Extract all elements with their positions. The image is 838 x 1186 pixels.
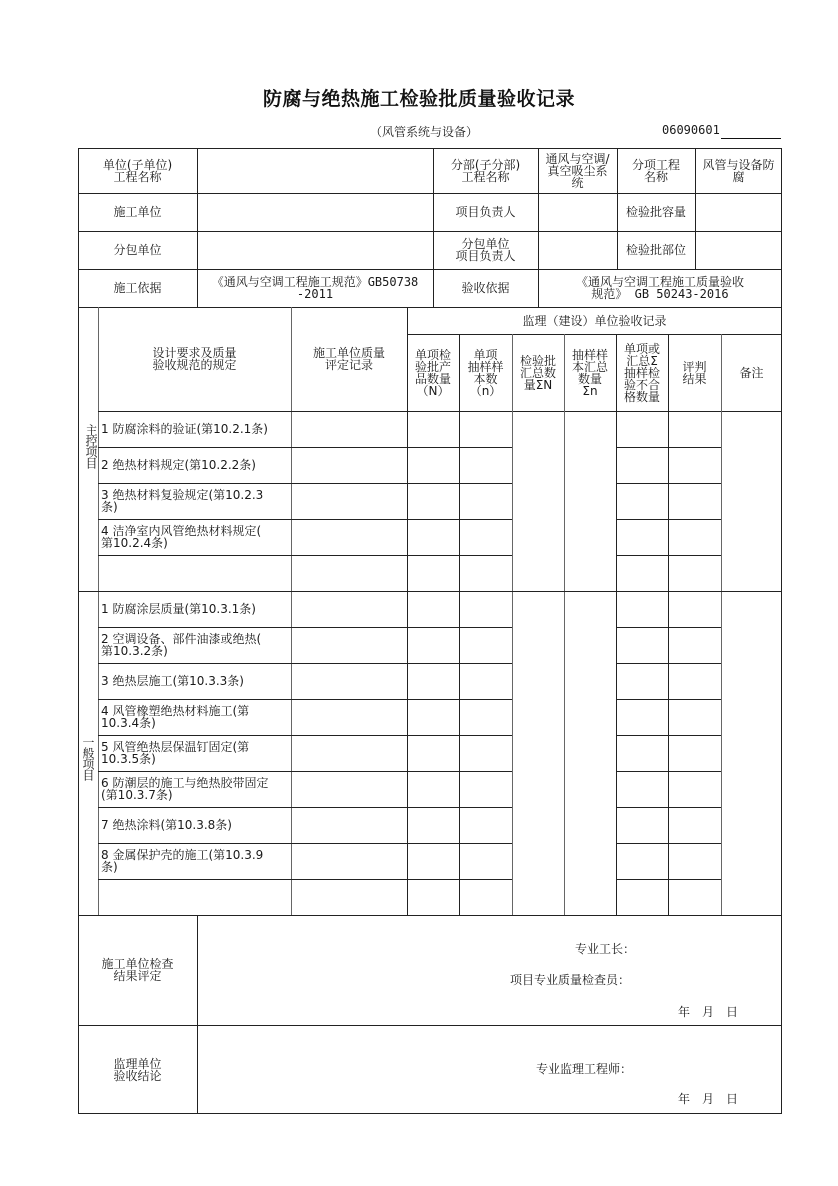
general-sample-qty-field[interactable] <box>459 699 512 735</box>
main_control-batch-qty-field[interactable] <box>407 447 459 483</box>
general-batch-qty-field[interactable] <box>407 627 459 663</box>
general-defect-qty-field[interactable] <box>616 879 668 915</box>
unit-project-label: 单位(子单位) 工程名称 <box>102 157 173 184</box>
main_control-sample-qty-field[interactable] <box>459 483 512 519</box>
general-judgement-field[interactable] <box>668 699 721 735</box>
general-item: 1 防腐涂层质量(第10.3.1条) <box>101 602 256 616</box>
main_control-batch-qty-field[interactable] <box>407 483 459 519</box>
subitem-label: 分项工程 名称 <box>631 157 680 184</box>
general-item: 3 绝热层施工(第10.3.3条) <box>101 674 244 688</box>
contractor-label: 施工单位 <box>113 205 162 219</box>
main_control-judgement-field[interactable] <box>668 519 721 555</box>
general-sample-qty-field[interactable] <box>459 843 512 879</box>
general-batch-qty-field[interactable] <box>407 735 459 771</box>
general-defect-qty-field[interactable] <box>616 807 668 843</box>
batch-capacity-field[interactable] <box>695 193 782 231</box>
supervision-conclusion-label: 监理单位 验收结论 <box>113 1056 162 1083</box>
general-total-sample-field[interactable] <box>564 591 616 915</box>
general-judgement-field[interactable] <box>668 663 721 699</box>
code-underline <box>721 138 781 139</box>
main_control-judgement-field[interactable] <box>668 483 721 519</box>
main_control-item: 1 防腐涂料的验证(第10.2.1条) <box>101 422 268 436</box>
supervision-engineer-label: 专业监理工程师： <box>536 1062 633 1076</box>
sample-qty-header: 单项 抽样样 本数 （n） <box>467 347 504 398</box>
general-sample-qty-field[interactable] <box>459 735 512 771</box>
general-record-field[interactable] <box>291 879 407 915</box>
main-control-label: 主控项目 <box>84 424 98 468</box>
general-defect-qty-field[interactable] <box>616 591 668 627</box>
general-record-field[interactable] <box>291 771 407 807</box>
main_control-item: 4 洁净室内风管绝热材料规定( 第10.2.4条) <box>101 524 262 550</box>
supervision-group-header: 监理（建设）单位验收记录 <box>522 313 667 328</box>
unit-project-field[interactable] <box>197 148 433 193</box>
general-total-qty-field[interactable] <box>512 591 564 915</box>
main_control-total-qty-field[interactable] <box>512 411 564 591</box>
acceptance-basis-label: 验收依据 <box>461 281 510 295</box>
sub-manager-label: 分包单位 项目负责人 <box>455 237 516 263</box>
main_control-item: 2 绝热材料规定(第10.2.2条) <box>101 458 256 472</box>
document-code: 06090601 <box>662 123 720 137</box>
general-batch-qty-field[interactable] <box>407 771 459 807</box>
general-item: 5 风管绝热层保温钉固定(第 10.3.5条) <box>101 740 250 766</box>
sub-manager-field[interactable] <box>538 231 617 269</box>
main_control-total-sample-field[interactable] <box>564 411 616 591</box>
main_control-judgement-field[interactable] <box>668 447 721 483</box>
general-judgement-field[interactable] <box>668 627 721 663</box>
division-value: 通风与空调/ 真空吸尘系 统 <box>545 151 610 190</box>
general-batch-qty-field[interactable] <box>407 663 459 699</box>
general-sample-qty-field[interactable] <box>459 627 512 663</box>
remarks-header: 备注 <box>739 365 764 380</box>
general-item: 2 空调设备、部件油漆或绝热( 第10.3.2条) <box>101 632 262 658</box>
general-batch-qty-field[interactable] <box>407 807 459 843</box>
main_control-sample-qty-field[interactable] <box>459 411 512 447</box>
main_control-judgement-field[interactable] <box>668 411 721 447</box>
main_control-remarks-field[interactable] <box>721 411 782 591</box>
general-sample-qty-field[interactable] <box>459 663 512 699</box>
general-record-field[interactable] <box>291 807 407 843</box>
supervision-date: 年 月 日 <box>678 1092 739 1106</box>
main_control-item: 3 绝热材料复验规定(第10.2.3 条) <box>101 488 264 514</box>
main_control-sample-qty-field[interactable] <box>459 519 512 555</box>
general-defect-qty-field[interactable] <box>616 735 668 771</box>
general-judgement-field[interactable] <box>668 591 721 627</box>
main_control-defect-qty-field[interactable] <box>616 411 668 447</box>
judgement-header: 评判 结果 <box>682 359 707 386</box>
general-defect-qty-field[interactable] <box>616 843 668 879</box>
general-judgement-field[interactable] <box>668 843 721 879</box>
defect-qty-header: 单项或 汇总Σ 抽样检 验不合 格数量 <box>623 341 660 404</box>
inspector-label: 项目专业质量检查员： <box>510 973 631 987</box>
general-defect-qty-field[interactable] <box>616 663 668 699</box>
batch-capacity-label: 检验批容量 <box>625 205 686 219</box>
subitem-value: 风管与设备防 腐 <box>702 157 775 184</box>
division-label: 分部(子分部) 工程名称 <box>450 157 521 184</box>
general-record-field[interactable] <box>291 843 407 879</box>
general-batch-qty-field[interactable] <box>407 879 459 915</box>
contractor-field[interactable] <box>197 193 433 231</box>
acceptance-basis-value: 《通风与空调工程施工质量验收 规范》 GB 50243-2016 <box>575 275 744 301</box>
general-label: 一般项目 <box>81 735 95 780</box>
subcontractor-label: 分包单位 <box>113 243 162 257</box>
main_control-sample-qty-field[interactable] <box>459 555 512 591</box>
general-record-field[interactable] <box>291 627 407 663</box>
general-judgement-field[interactable] <box>668 879 721 915</box>
general-record-field[interactable] <box>291 591 407 627</box>
contractor-date: 年 月 日 <box>678 1005 739 1019</box>
batch-location-field[interactable] <box>695 231 782 269</box>
general-defect-qty-field[interactable] <box>616 699 668 735</box>
general-record-field[interactable] <box>291 699 407 735</box>
main_control-record-field[interactable] <box>291 519 407 555</box>
foreman-label: 专业工长： <box>575 942 636 956</box>
general-batch-qty-field[interactable] <box>407 591 459 627</box>
general-remarks-field[interactable] <box>721 591 782 915</box>
main_control-defect-qty-field[interactable] <box>616 483 668 519</box>
general-item <box>98 879 291 915</box>
main_control-record-field[interactable] <box>291 555 407 591</box>
general-record-field[interactable] <box>291 735 407 771</box>
main_control-defect-qty-field[interactable] <box>616 555 668 591</box>
batch-qty-header: 单项检 验批产 品数量 （N） <box>414 347 451 398</box>
general-defect-qty-field[interactable] <box>616 627 668 663</box>
project-manager-field[interactable] <box>538 193 617 231</box>
general-judgement-field[interactable] <box>668 735 721 771</box>
project-manager-label: 项目负责人 <box>455 205 516 219</box>
main_control-defect-qty-field[interactable] <box>616 447 668 483</box>
general-judgement-field[interactable] <box>668 807 721 843</box>
general-item: 4 风管橡塑绝热材料施工(第 10.3.4条) <box>101 704 250 730</box>
main_control-record-field[interactable] <box>291 447 407 483</box>
general-judgement-field[interactable] <box>668 771 721 807</box>
total-qty-header: 检验批 汇总数 量ΣN <box>519 353 556 392</box>
main_control-record-field[interactable] <box>291 483 407 519</box>
subcontractor-field[interactable] <box>197 231 433 269</box>
general-defect-qty-field[interactable] <box>616 771 668 807</box>
general-sample-qty-field[interactable] <box>459 591 512 627</box>
batch-location-label: 检验批部位 <box>625 243 686 257</box>
general-sample-qty-field[interactable] <box>459 807 512 843</box>
general-batch-qty-field[interactable] <box>407 843 459 879</box>
general-item: 8 金属保护壳的施工(第10.3.9 条) <box>101 848 264 874</box>
general-record-field[interactable] <box>291 663 407 699</box>
general-item: 6 防潮层的施工与绝热胶带固定 (第10.3.7条) <box>101 776 269 802</box>
general-sample-qty-field[interactable] <box>459 879 512 915</box>
contractor-check-label: 施工单位检查 结果评定 <box>101 957 174 983</box>
main_control-item <box>98 555 291 591</box>
main_control-judgement-field[interactable] <box>668 555 721 591</box>
construction-basis-value: 《通风与空调工程施工规范》GB50738 -2011 <box>211 275 419 301</box>
general-item: 7 绝热涂料(第10.3.8条) <box>101 818 232 832</box>
document-title: 防腐与绝热施工检验批质量验收记录 <box>262 88 575 110</box>
document-subtitle: （风管系统与设备） <box>370 125 479 139</box>
main_control-defect-qty-field[interactable] <box>616 519 668 555</box>
main_control-batch-qty-field[interactable] <box>407 519 459 555</box>
total-sample-header: 抽样样 本汇总 数量 Σn <box>571 347 608 398</box>
requirements-header: 设计要求及质量 验收规范的规定 <box>152 346 237 372</box>
main_control-sample-qty-field[interactable] <box>459 447 512 483</box>
general-sample-qty-field[interactable] <box>459 771 512 807</box>
main_control-batch-qty-field[interactable] <box>407 411 459 447</box>
construction-basis-label: 施工依据 <box>113 281 162 295</box>
general-batch-qty-field[interactable] <box>407 699 459 735</box>
contractor-record-header: 施工单位质量 评定记录 <box>312 346 385 372</box>
main_control-record-field[interactable] <box>291 411 407 447</box>
main_control-batch-qty-field[interactable] <box>407 555 459 591</box>
